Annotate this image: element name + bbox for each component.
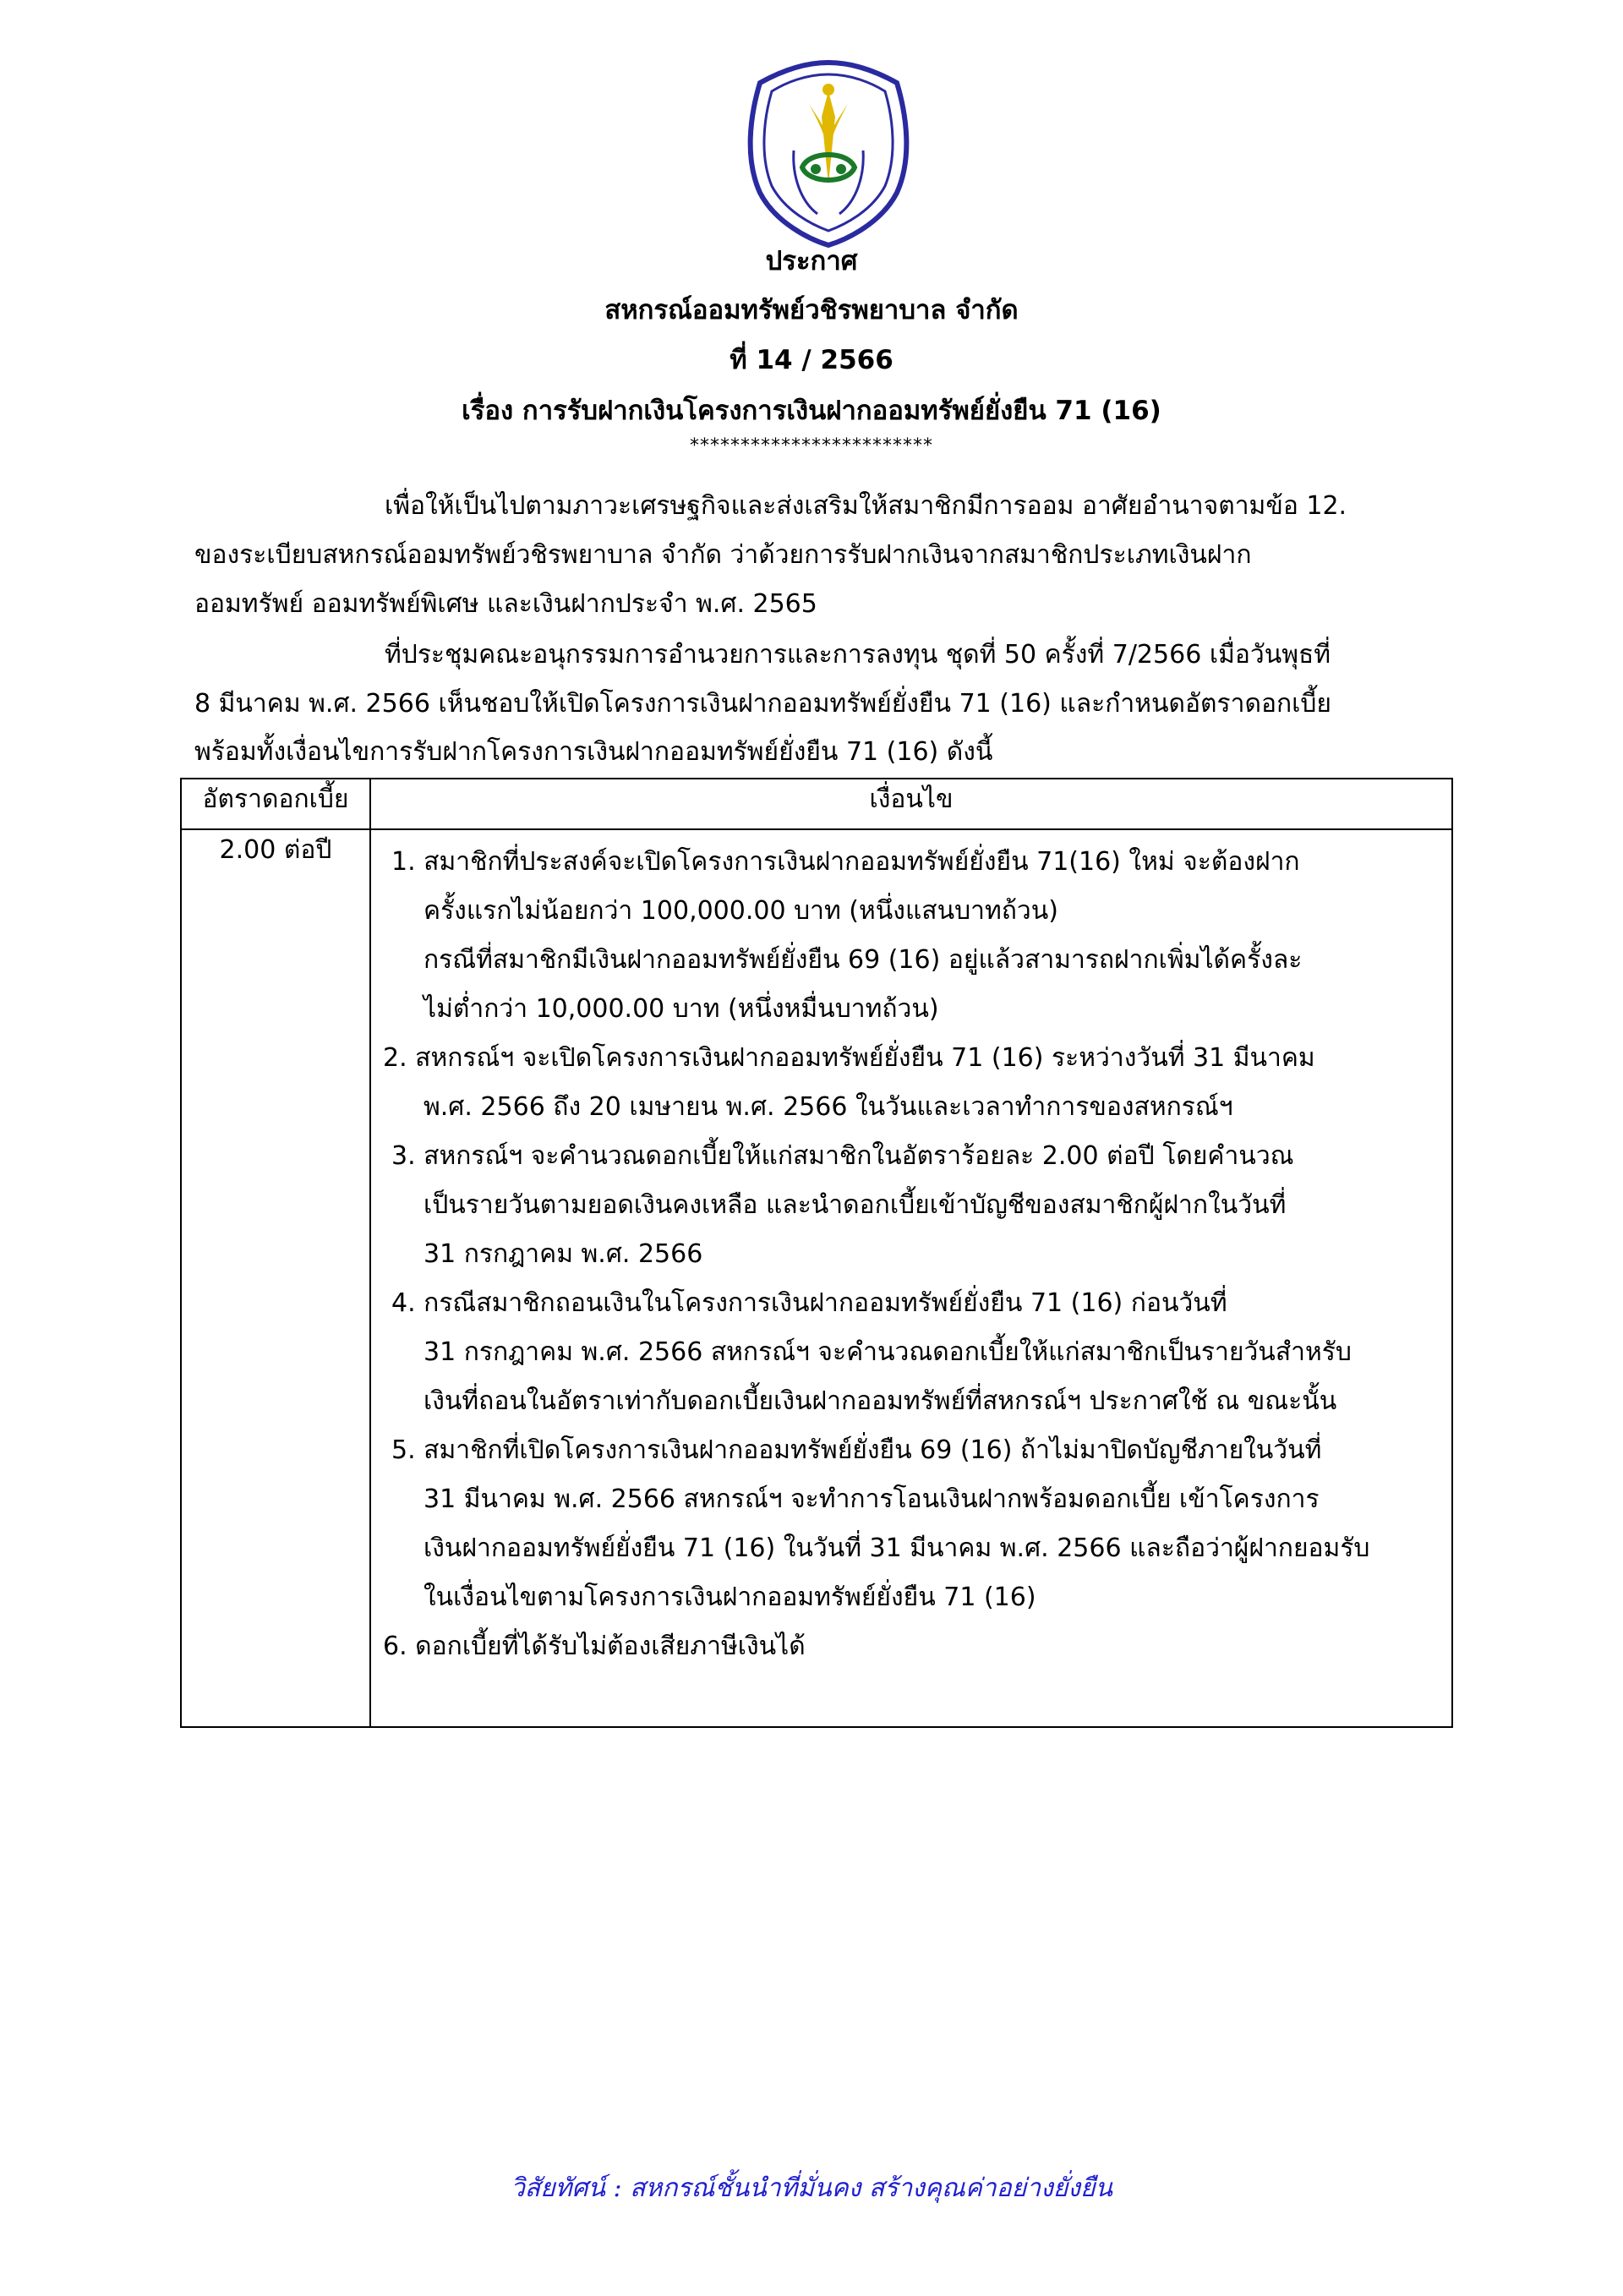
condition-line: ในเงื่อนไขตามโครงการเงินฝากออมทรัพย์ยั่งยืน 71 (16) [424,1583,1036,1612]
condition-line: เงินฝากออมทรัพย์ยั่งยืน 71 (16) ในวันที่ 31 มีนาคม พ.ศ. 2566 และถือว่าผู้ฝากยอมรับ [424,1533,1370,1563]
condition-line: 31 มีนาคม พ.ศ. 2566 สหกรณ์ฯ จะทำการโอนเงินฝากพร้อมดอกเบี้ย เข้าโครงการ [424,1484,1320,1514]
condition-line: 31 กรกฎาคม พ.ศ. 2566 [424,1239,703,1269]
condition-line: 31 กรกฎาคม พ.ศ. 2566 สหกรณ์ฯ จะคำนวณดอกเบี้ยให้แก่สมาชิกเป็นรายวันสำหรับ [424,1337,1352,1367]
condition-line: 3. สหกรณ์ฯ จะคำนวณดอกเบี้ยให้แก่สมาชิกในอัตราร้อยละ 2.00 ต่อปี โดยคำนวณ [391,1141,1294,1171]
condition-line: เป็นรายวันตามยอดเงินคงเหลือ และนำดอกเบี้ยเข้าบัญชีของสมาชิกผู้ฝากในวันที่ [424,1190,1287,1220]
cooperative-logo [741,57,915,249]
header-interest-rate: อัตราดอกเบี้ย [181,779,370,829]
table-row [181,829,1452,1727]
condition-line: 5. สมาชิกที่เปิดโครงการเงินฝากออมทรัพย์ยั่งยืน 69 (16) ถ้าไม่มาปิดบัญชีภายในวันที่ [391,1435,1322,1465]
table-header-row [181,779,1452,829]
condition-line: 2. สหกรณ์ฯ จะเปิดโครงการเงินฝากออมทรัพย์ยั่งยืน 71 (16) ระหว่างวันที่ 31 มีนาคม [383,1043,1315,1073]
announcement-subject: เรื่อง การรับฝากเงินโครงการเงินฝากออมทรัพย์ยั่งยืน 71 (16) [462,396,1161,426]
condition-line: กรณีที่สมาชิกมีเงินฝากออมทรัพย์ยั่งยืน 69 (16) อยู่แล้วสามารถฝากเพิ่มได้ครั้งละ [424,945,1303,975]
paragraph-line: ออมทรัพย์ ออมทรัพย์พิเศษ และเงินฝากประจำ พ.ศ. 2565 [194,589,817,619]
condition-line: พ.ศ. 2566 ถึง 20 เมษายน พ.ศ. 2566 ในวันและเวลาทำการของสหกรณ์ฯ [424,1092,1233,1122]
conditions-list [370,829,1452,1727]
header-conditions: เงื่อนไข [370,779,1452,829]
announcement-title: ประกาศ [765,246,858,276]
announcement-number: ที่ 14 / 2566 [730,345,893,375]
condition-line: 6. ดอกเบี้ยที่ได้รับไม่ต้องเสียภาษีเงินได้ [383,1632,806,1661]
condition-line: ครั้งแรกไม่น้อยกว่า 100,000.00 บาท (หนึ่งแสนบาทถ้วน) [424,896,1058,926]
paragraph-line: ที่ประชุมคณะอนุกรรมการอำนวยการและการลงทุน ชุดที่ 50 ครั้งที่ 7/2566 เมื่อวันพุธที่ [385,640,1331,670]
conditions-table [180,778,1453,1728]
separator-stars: ************************ [690,435,933,456]
condition-line: 1. สมาชิกที่ประสงค์จะเปิดโครงการเงินฝากออมทรัพย์ยั่งยืน 71(16) ใหม่ จะต้องฝาก [391,847,1300,877]
organization-name: สหกรณ์ออมทรัพย์วชิรพยาบาล จำกัด [604,295,1019,325]
paragraph-line: พร้อมทั้งเงื่อนไขการรับฝากโครงการเงินฝากออมทรัพย์ยั่งยืน 71 (16) ดังนี้ [194,737,993,767]
condition-line: เงินที่ถอนในอัตราเท่ากับดอกเบี้ยเงินฝากออมทรัพย์ที่สหกรณ์ฯ ประกาศใช้ ณ ขณะนั้น [424,1386,1337,1416]
paragraph-line: เพื่อให้เป็นไปตามภาวะเศรษฐกิจและส่งเสริมให้สมาชิกมีการออม อาศัยอำนาจตามข้อ 12. [385,491,1347,521]
condition-line: ไม่ต่ำกว่า 10,000.00 บาท (หนึ่งหมื่นบาทถ้วน) [424,994,939,1024]
vision-footer: วิสัยทัศน์ : สหกรณ์ชั้นนำที่มั่นคง สร้างคุณค่าอย่างยั่งยืน [510,2173,1113,2203]
paragraph-line: 8 มีนาคม พ.ศ. 2566 เห็นชอบให้เปิดโครงการเงินฝากออมทรัพย์ยั่งยืน 71 (16) และกำหนดอัตราดอกเบี้ย [194,689,1332,719]
interest-rate-value: 2.00 ต่อปี [181,829,370,1727]
paragraph-line: ของระเบียบสหกรณ์ออมทรัพย์วชิรพยาบาล จำกัด ว่าด้วยการรับฝากเงินจากสมาชิกประเภทเงินฝาก [194,540,1252,570]
condition-line: 4. กรณีสมาชิกถอนเงินในโครงการเงินฝากออมทรัพย์ยั่งยืน 71 (16) ก่อนวันที่ [391,1288,1227,1318]
